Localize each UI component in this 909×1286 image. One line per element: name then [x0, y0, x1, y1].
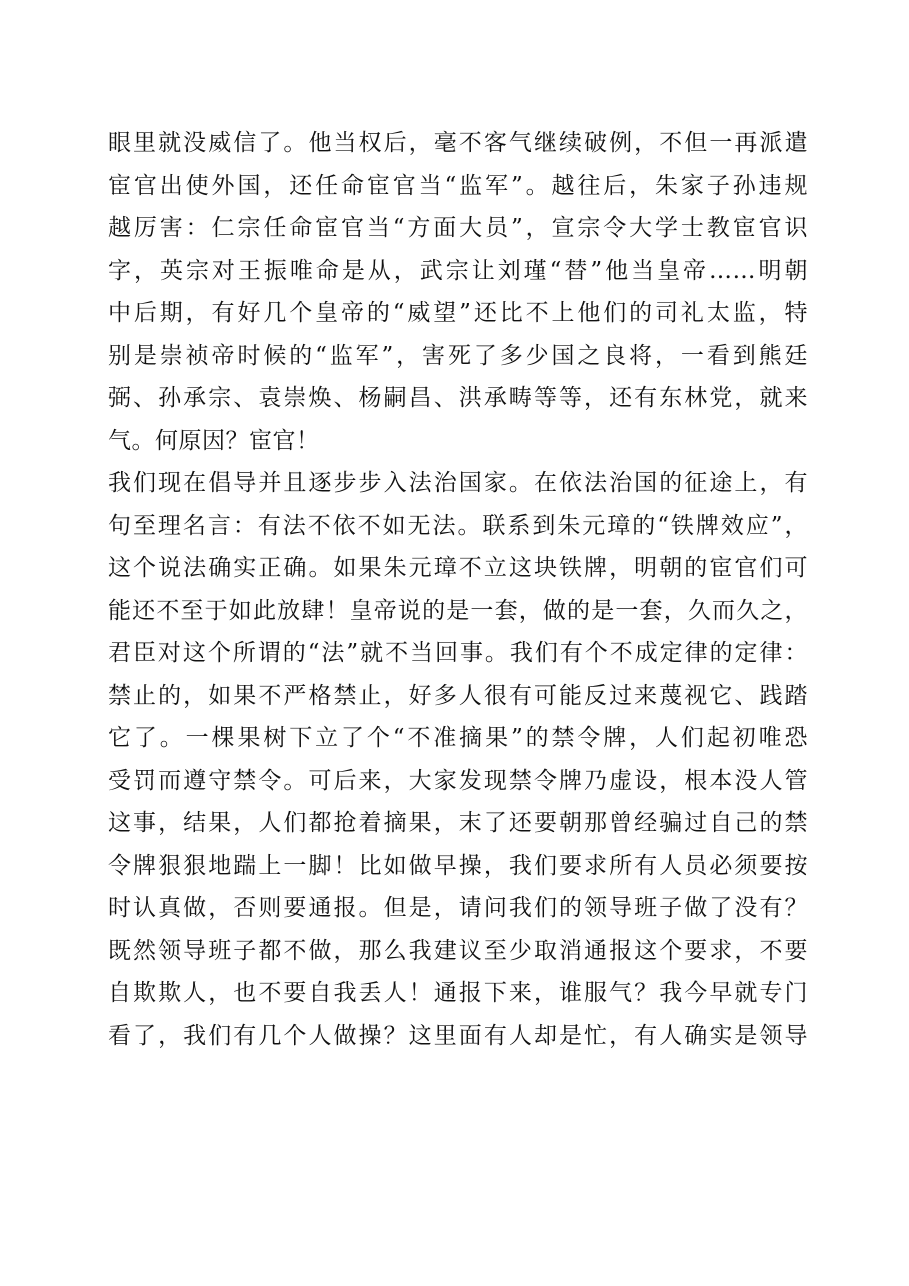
text-line: 弼、孙承宗、袁崇焕、杨嗣昌、洪承畴等等，还有东林党，就来: [108, 385, 808, 411]
body-text: [108, 122, 808, 1057]
text-line: 别是崇祯帝时候的“监军”，害死了多少国之良将，一看到熊廷: [108, 342, 808, 369]
text-line: 我们现在倡导并且逐步步入法治国家。在依法治国的征途上，有: [108, 470, 808, 496]
text-line: 看了，我们有几个人做操？这里面有人却是忙，有人确实是领导: [108, 1022, 808, 1049]
text-line: 既然领导班子都不做，那么我建议至少取消通报这个要求，不要: [108, 937, 808, 964]
text-line: 时认真做，否则要通报。但是，请问我们的领导班子做了没有？: [108, 895, 808, 921]
text-line: 句至理名言：有法不依不如无法。联系到朱元璋的“铁牌效应”，: [108, 512, 808, 539]
text-line: 字，英宗对王振唯命是从，武宗让刘瑾“替”他当皇帝……明朝: [108, 257, 808, 284]
text-line: 眼里就没威信了。他当权后，毫不客气继续破例，不但一再派遣: [108, 130, 808, 156]
text-line: 自欺欺人，也不要自我丢人！通报下来，谁服气？我今早就专门: [108, 980, 808, 1006]
text-line: 这事，结果，人们都抢着摘果，末了还要朝那曾经骗过自己的禁: [108, 810, 808, 836]
text-line: 气。何原因？宦官！: [108, 427, 320, 454]
text-line: 中后期，有好几个皇帝的“威望”还比不上他们的司礼太监，特: [108, 300, 808, 326]
text-line: 越厉害：仁宗任命宦官当“方面大员”，宣宗令大学士教宦官识: [108, 215, 808, 241]
paragraph-2: [108, 462, 808, 1057]
text-line: 这个说法确实正确。如果朱元璋不立这块铁牌，明朝的宦官们可: [108, 555, 808, 581]
text-line: 禁止的，如果不严格禁止，好多人很有可能反过来蔑视它、践踏: [108, 682, 808, 709]
text-line: 君臣对这个所谓的“法”就不当回事。我们有个不成定律的定律：: [108, 640, 808, 666]
text-line: 令牌狠狠地踹上一脚！比如做早操，我们要求所有人员必须要按: [108, 852, 808, 879]
text-line: 能还不至于如此放肆！皇帝说的是一套，做的是一套，久而久之，: [108, 597, 808, 624]
paragraph-1: [108, 122, 808, 462]
text-line: 受罚而遵守禁令。可后来，大家发现禁令牌乃虚设，根本没人管: [108, 767, 808, 794]
text-line: 宦官出使外国，还任命宦官当“监军”。越往后，朱家子孙违规: [108, 172, 808, 199]
text-line: 它了。一棵果树下立了个“不准摘果”的禁令牌，人们起初唯恐: [108, 725, 808, 751]
